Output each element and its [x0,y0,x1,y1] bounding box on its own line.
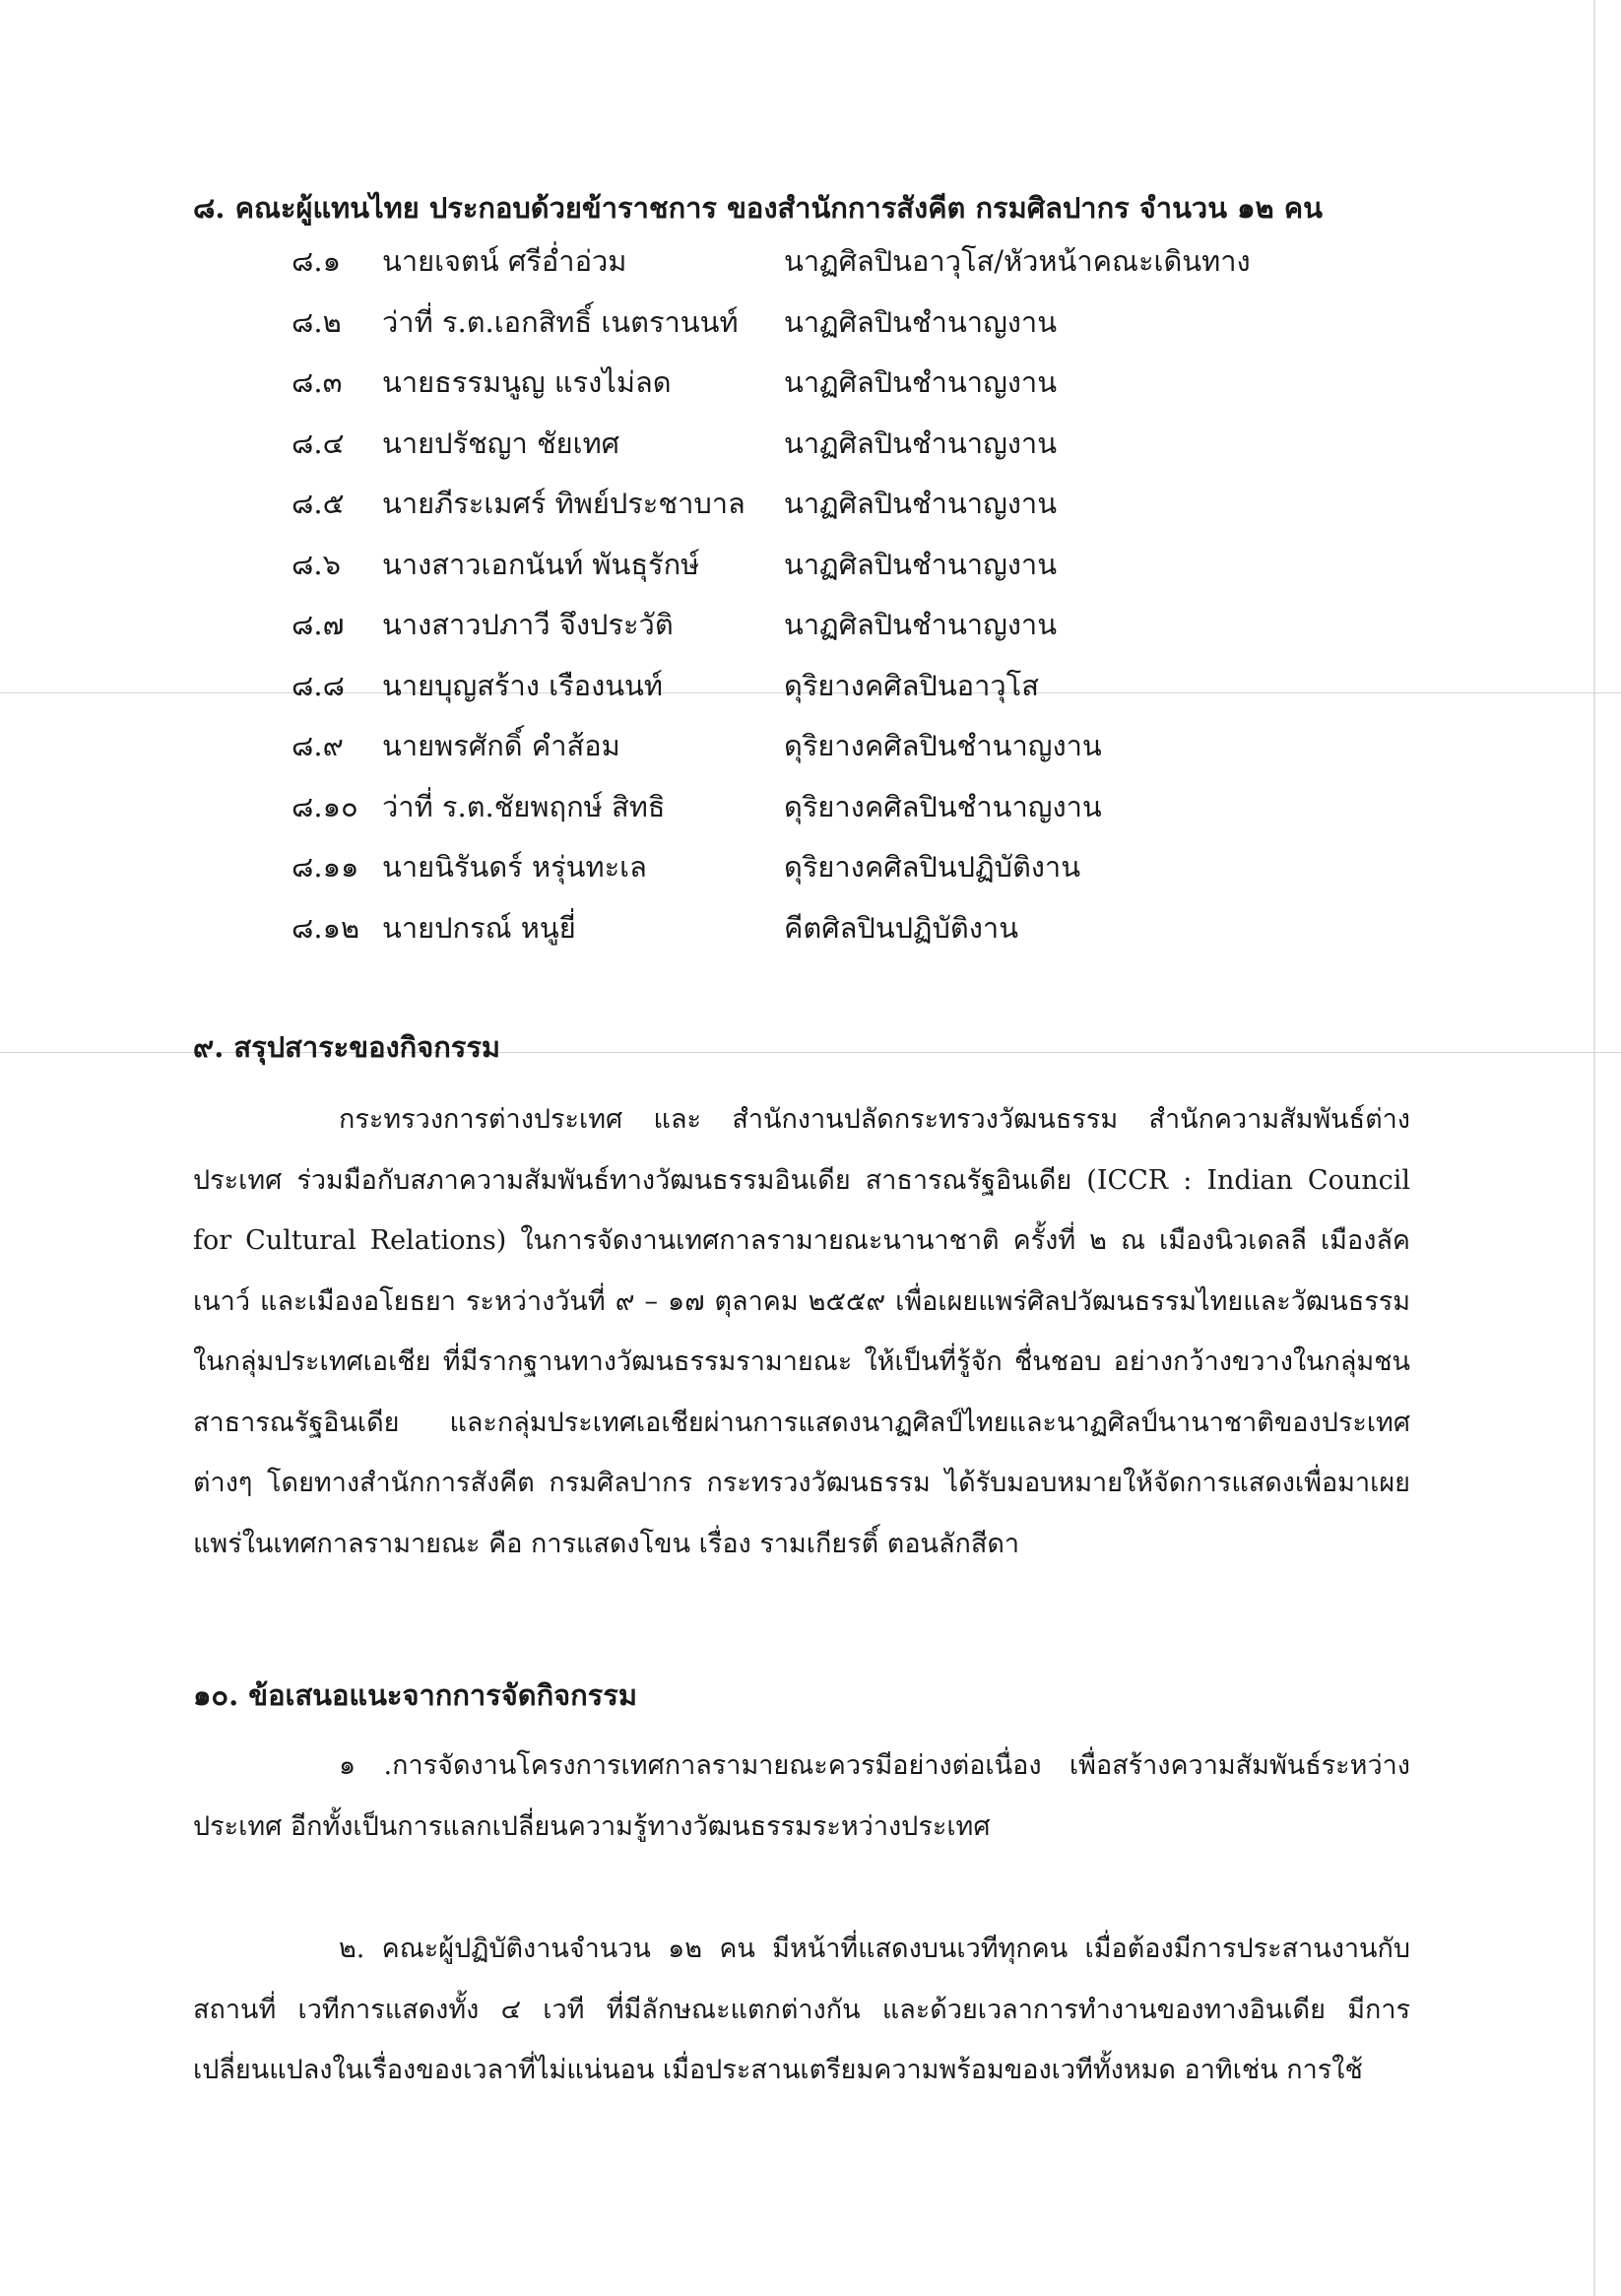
section-9-heading: ๙. สรุปสาระของกิจกรรม [193,1030,501,1064]
member-number: ๘.๓ [292,365,343,399]
member-name: นายภีระเมศร์ ทิพย์ประชาบาล [382,487,746,520]
member-number: ๘.๖ [292,547,341,581]
member-number: ๘.๒ [292,304,342,339]
section-10-heading: ๑๐. ข้อเสนอแนะจากการจัดกิจกรรม [193,1678,637,1712]
member-name: นายปรัชญา ชัยเทศ [382,426,620,460]
member-number: ๘.๙ [292,729,344,762]
member-name: นายเจตน์ ศรีอ่ำอ่วม [382,244,627,278]
member-position: นาฏศิลปินชำนาญงาน [784,487,1058,520]
member-number: ๘.๗ [292,608,345,641]
member-name: นายปกรณ์ หนูยี่ [382,910,576,945]
list-item [292,542,1375,603]
member-position: นาฏศิลปินอาวุโส/หัวหน้าคณะเดินทาง [784,244,1251,278]
member-name: นางสาวปภาวี จึงประวัติ [382,608,674,641]
member-number: ๘.๑๐ [292,789,358,823]
member-number: ๘.๘ [292,668,345,702]
list-item [292,602,1375,663]
list-item [292,663,1375,724]
member-list [292,238,1375,965]
member-name: นางสาวเอกนันท์ พันธุรักษ์ [382,547,700,581]
list-item [292,481,1375,542]
member-name: นายนิรันดร์ หรุ่นทะเล [382,850,647,884]
member-name: ว่าที่ ร.ต.เอกสิทธิ์ เนตรานนท์ [382,304,739,339]
list-item [292,844,1375,905]
section-9-paragraph: กระทรวงการต่างประเทศ และ สำนักงานปลัดกระทรวงวัฒนธรรม สำนักความสัมพันธ์ต่างประเทศ ร่วมมือกับสภาความสัมพันธ์ทางวัฒนธรรมอินเดีย สาธารณรัฐอินเดีย (ICCR : Indian Council for Cultural Relations) ในการจัดงานเทศกาลรามายณะนานาชาติ ครั้งที่ ๒ ณ เมืองนิวเดลลี เมืองลัคเนาว์ และเมืองอโยธยา ระหว่างวันที่ ๙ – ๑๗ ตุลาคม ๒๕๕๙ เพื่อเผยแพร่ศิลปวัฒนธรรมไทยและวัฒนธรรมในกลุ่มประเทศเอเชีย ที่มีรากฐานทางวัฒนธรรมรามายณะ ให้เป็นที่รู้จัก ชื่นชอบ อย่างกว้างขวางในกลุ่มชนสาธารณรัฐอินเดีย และกลุ่มประเทศเอเชียผ่านการแสดงนาฏศิลป์ไทยและนาฏศิลป์นานาชาติของประเทศต่างๆ โดยทางสำนักการสังคีต กรมศิลปากร กระทรวงวัฒนธรรม ได้รับมอบหมายให้จัดการแสดงเพื่อมาเผยแพร่ในเทศกาลรามายณะ คือ การแสดงโขน เรื่อง รามเกียรติ์ ตอนลักสีดา [193,1104,1410,1559]
scan-edge-line [1593,0,1595,2296]
member-number: ๘.๔ [292,426,345,460]
list-item [292,238,1375,299]
list-item [292,784,1375,845]
member-position: คีตศิลปินปฏิบัติงาน [784,910,1019,945]
member-position: ดุริยางคศิลปินชำนาญงาน [784,729,1102,762]
section-8-heading: ๘. คณะผู้แทนไทย ประกอบด้วยข้าราชการ ของสำนักการสังคีต กรมศิลปากร จำนวน ๑๒ คน [193,191,1323,225]
member-position: นาฏศิลปินชำนาญงาน [784,426,1058,460]
list-item [292,421,1375,482]
member-position: ดุริยางคศิลปินปฏิบัติงาน [784,850,1081,884]
member-name: นายพรศักดิ์ คำส้อม [382,729,620,762]
member-position: ดุริยางคศิลปินชำนาญงาน [784,789,1102,823]
member-position: นาฏศิลปินชำนาญงาน [784,304,1058,339]
member-position: นาฏศิลปินชำนาญงาน [784,365,1058,399]
member-number: ๘.๑๑ [292,850,359,884]
member-number: ๘.๕ [292,487,345,520]
member-position: ดุริยางคศิลปินอาวุโส [784,668,1039,702]
member-position: นาฏศิลปินชำนาญงาน [784,547,1058,581]
member-position: นาฏศิลปินชำนาญงาน [784,608,1058,641]
member-number: ๘.๑๒ [292,910,360,945]
list-item [292,905,1375,966]
list-item [292,299,1375,361]
list-item [292,723,1375,784]
section-10-item-1: ๑ .การจัดงานโครงการเทศกาลรามายณะควรมีอย่างต่อเนื่อง เพื่อสร้างความสัมพันธ์ระหว่างประเทศ อีกทั้งเป็นการแลกเปลี่ยนความรู้ทางวัฒนธรรมระหว่างประเทศ [193,1750,1410,1842]
list-item [292,360,1375,421]
member-number: ๘.๑ [292,244,341,278]
member-name: ว่าที่ ร.ต.ชัยพฤกษ์ สิทธิ [382,789,666,823]
member-name: นายบุญสร้าง เรืองนนท์ [382,668,663,702]
member-name: นายธรรมนูญ แรงไม่ลด [382,365,672,399]
section-10-item-2: ๒. คณะผู้ปฏิบัติงานจำนวน ๑๒ คน มีหน้าที่แสดงบนเวทีทุกคน เมื่อต้องมีการประสานงานกับสถานที่ เวทีการแสดงทั้ง ๔ เวที ที่มีลักษณะแตกต่างกัน และด้วยเวลาการทำงานของทางอินเดีย มีการเปลี่ยนแปลงในเรื่องของเวลาที่ไม่แน่นอน เมื่อประสานเตรียมความพร้อมของเวทีทั้งหมด อาทิเช่น การใช้ [193,1934,1410,2085]
